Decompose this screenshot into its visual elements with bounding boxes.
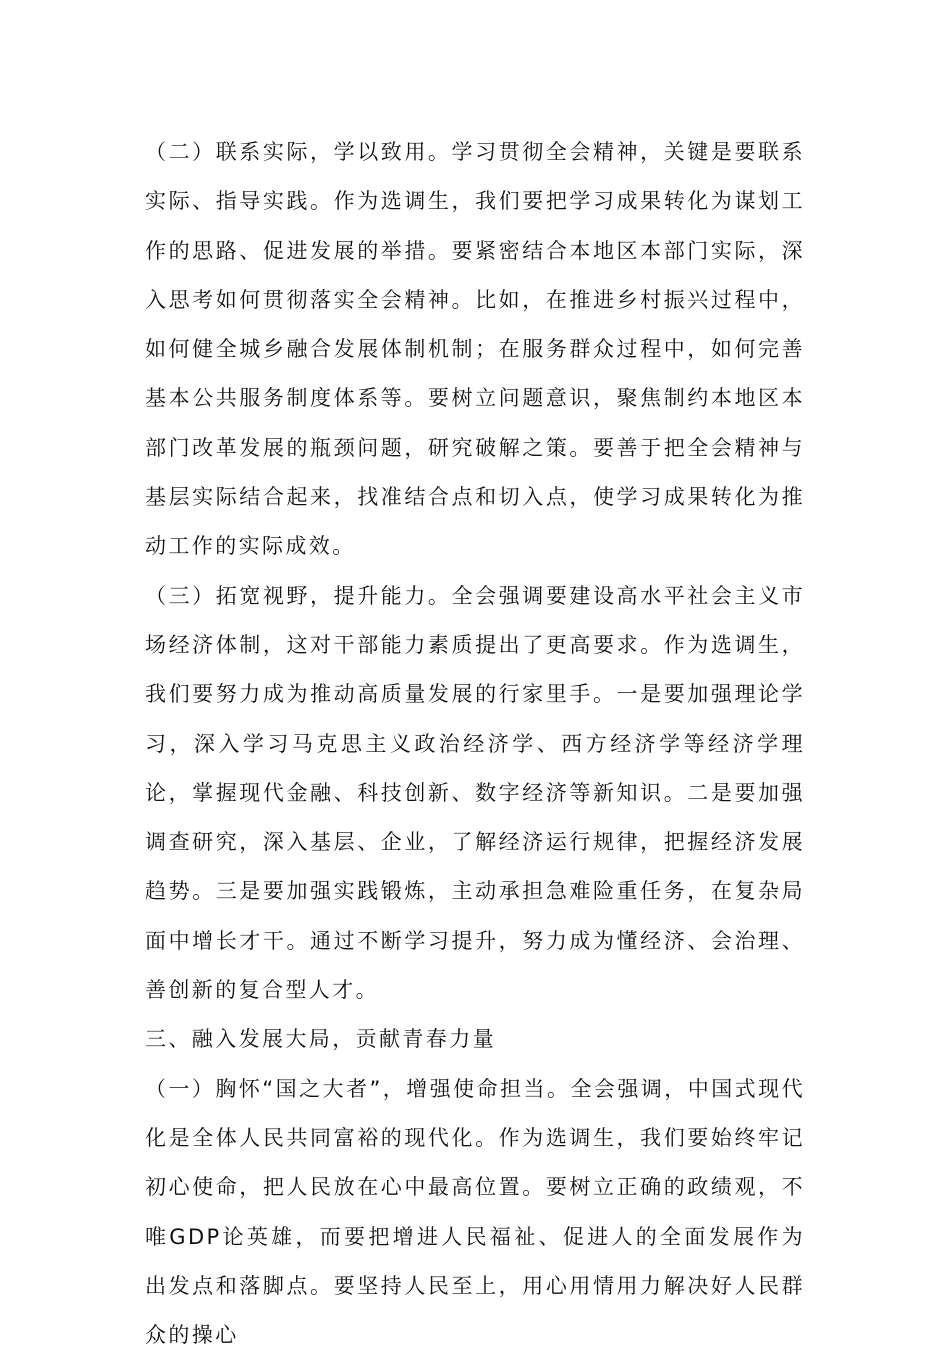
document-body [145, 128, 805, 1360]
section-heading-3: 三、融入发展大局，贡献青春力量 [145, 1027, 496, 1052]
paragraph-section-2-2: （二）联系实际，学以致用。学习贯彻全会精神，关键是要联系实际、指导实践。作为选调生，我们要把学习成果转化为谋划工作的思路、促进发展的举措。要紧密结合本地区本部门实际，深入思考如何贯彻落实全会精神。比如，在推进乡村振兴过程中，如何健全城乡融合发展体制机制；在服务群众过程中，如何完善基本公共服务制度体系等。要树立问题意识，聚焦制约本地区本部门改革发展的瓶颈问题，研究破解之策。要善于把全会精神与基层实际结合起来，找准结合点和切入点，使学习成果转化为推动工作的实际成效。 [145, 140, 805, 559]
paragraph-section-3-1: （一）胸怀“国之大者”，增强使命担当。全会强调，中国式现代化是全体人民共同富裕的现代化。作为选调生，我们要始终牢记初心使命，把人民放在心中最高位置。要树立正确的政绩观，不唯GDP论英雄，而要把增进人民福祉、促进人的全面发展作为出发点和落脚点。要坚持人民至上，用心用情用力解决好人民群众的操心 [145, 1076, 805, 1348]
paragraph-section-2-3: （三）拓宽视野，提升能力。全会强调要建设高水平社会主义市场经济体制，这对干部能力素质提出了更高要求。作为选调生，我们要努力成为推动高质量发展的行家里手。一是要加强理论学习，深入学习马克思主义政治经济学、西方经济学等经济学理论，掌握现代金融、科技创新、数字经济等新知识。二是要加强调查研究，深入基层、企业，了解经济运行规律，把握经济发展趋势。三是要加强实践锻炼，主动承担急难险重任务，在复杂局面中增长才干。通过不断学习提升，努力成为懂经济、会治理、善创新的复合型人才。 [145, 583, 805, 1003]
